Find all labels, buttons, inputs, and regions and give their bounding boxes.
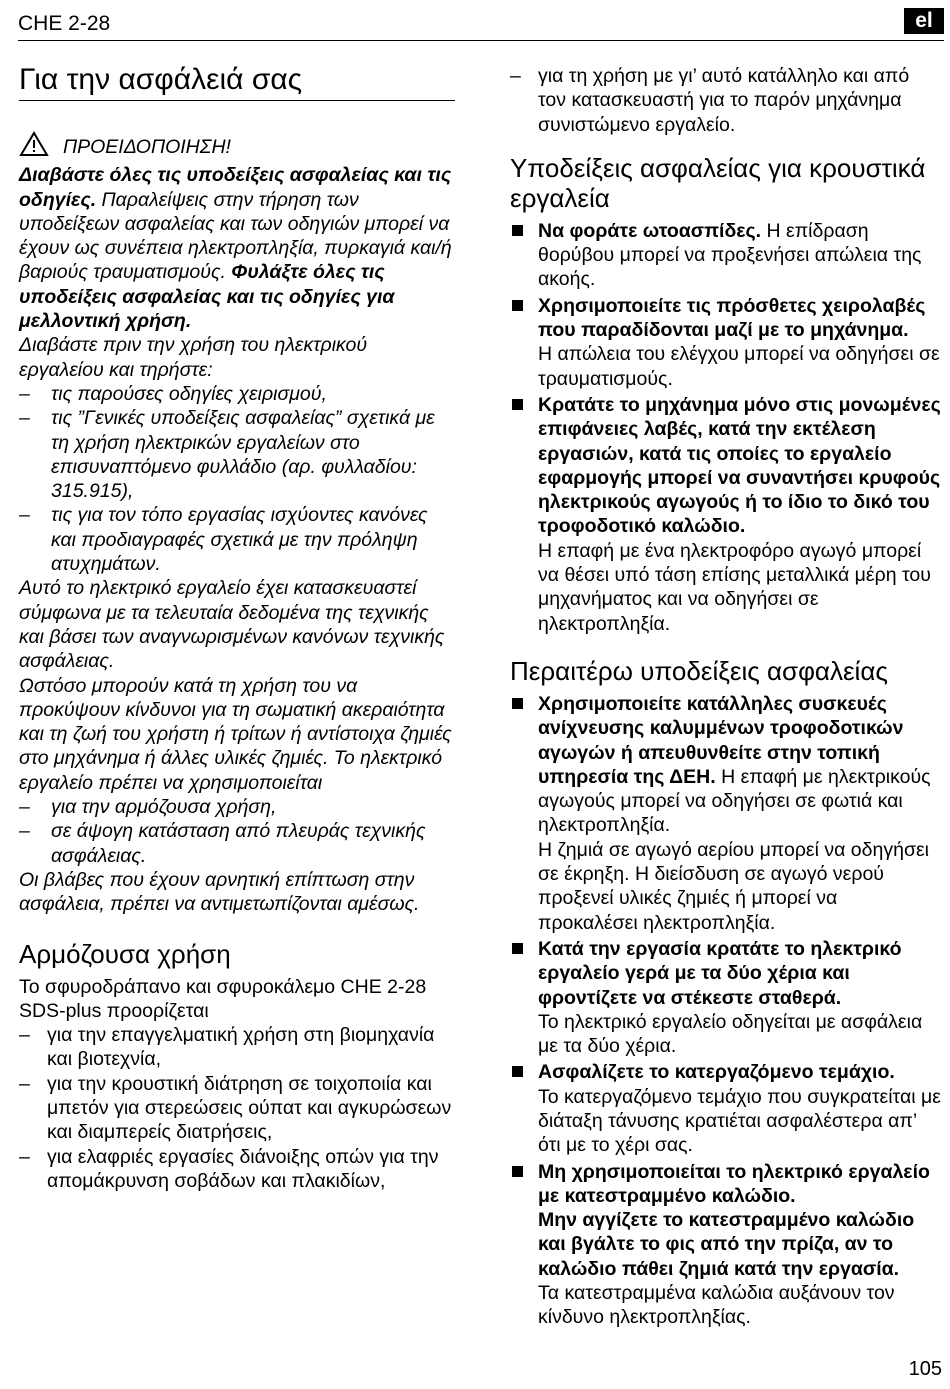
bullet-bold: Χρησιμοποιείτε κατάλληλες συσκευές ανίχνευσης καλυμμένων τροφοδοτικών αγωγών ή απευθυνθείτε στην τοπική υπηρεσία της ΔΕΗ. <box>538 692 904 788</box>
warning-paragraph-5: Οι βλάβες που έχουν αρνητική επίπτωση στην ασφάλεια, πρέπει να αντιμετωπίζονται αμέσως. <box>19 868 420 916</box>
page-number: 105 <box>908 1358 942 1380</box>
section-title-safety: Για την ασφάλειά σας <box>19 62 455 101</box>
warning-bold-1: Διαβάστε όλες τις υποδείξεις ασφαλείας και τις οδηγίες. <box>19 164 452 211</box>
list-item: – για την αρμόζουσα χρήση, <box>19 795 455 819</box>
model-name: CHE 2-28 <box>18 12 111 35</box>
section-title-intended-use: Αρμόζουσα χρήση <box>19 938 231 969</box>
list-item: – τις παρούσες οδηγίες χειρισμού, <box>19 382 455 406</box>
warning-paragraph-2: Διαβάστε πριν την χρήση του ηλεκτρικού εργαλείου και τηρήστε: <box>19 334 368 381</box>
bullet-bold-secondary: Μην αγγίζετε το κατεστραμμένο καλώδιο και βγάλτε το φις από την πρίζα, αν το καλώδιο πάθει ζημιά κατά την εργασία. <box>538 1209 915 1280</box>
bullet-bold: Ασφαλίζετε το κατεργαζόμενο τεμάχιο. <box>538 1061 895 1084</box>
warning-paragraph-4: Ωστόσο μπορούν κατά τη χρήση του να προκύψουν κίνδυνοι για τη σωματική ακεραιότητα και τη ζωή του χρήστη ή τρίτων ή αντίστοιχα ζημιές στο μηχάνημα ή άλλες υλικές ζημιές. Το ηλεκτρικό εργαλείο πρέπει να χρησιμοποιείται <box>19 674 452 794</box>
bullet-extra: Το ηλεκτρικό εργαλείο οδηγείται με ασφάλεια με τα δύο χέρια. <box>538 1010 923 1058</box>
bullet-bold: Χρησιμοποιείτε τις πρόσθετες χειρολαβές που παραδίδονται μαζί με το μηχάνημα. <box>538 294 926 342</box>
bullet-bold: Κατά την εργασία κρατάτε το ηλεκτρικό εργαλείο γερά με τα δύο χέρια και φροντίζετε να στέκεστε σταθερά. <box>538 937 902 1009</box>
bullet-item <box>510 1060 942 1157</box>
list-item: – για τη χρήση με γι’ αυτό κατάλληλο και από τον κατασκευαστή για το παρόν μηχάνημα συνιστώμενο εργαλείο. <box>510 64 942 137</box>
bullet-extra: Η απώλεια του ελέγχου μπορεί να οδηγήσει σε τραυματισμούς. <box>538 343 940 390</box>
list-item: – τις ”Γενικές υποδείξεις ασφαλείας” σχετικά με τη χρήση ηλεκτρικών εργαλείων στο επισυναπτόμενο φυλλάδιο (αρ. φυλλαδίου: 315.915), <box>19 406 455 503</box>
bullet-item <box>510 219 942 292</box>
list-item: – σε άψογη κατάσταση από πλευράς τεχνικής ασφάλειας. <box>19 819 455 868</box>
section-title-further-safety: Περαιτέρω υποδείξεις ασφαλείας <box>510 655 888 686</box>
warning-triangle-icon <box>19 131 49 163</box>
warning-paragraph-3: Αυτό το ηλεκτρικό εργαλείο έχει κατασκευαστεί σύμφωνα με τα τελευταία δεδομένα της τεχνικής και βάσει των αναγνωρισμένων κανόνων τεχνικής ασφάλειας. <box>19 577 445 673</box>
bullet-text: Η επαφή με ηλεκτρικούς αγωγούς μπορεί να οδηγήσει σε φωτιά και ηλεκτροπληξία. <box>538 765 931 837</box>
bullet-item <box>510 1160 942 1330</box>
bullet-extra: Το κατεργαζόμενο τεμάχιο που συγκρατείται με διάταξη τάνυσης κρατιέται ασφαλέστερα απ’ ότι με το χέρι σας. <box>538 1085 941 1157</box>
bullet-extra: Τα κατεστραμμένα καλώδια αυξάνουν τον κίνδυνο ηλεκτροπληξίας. <box>538 1282 895 1329</box>
warning-label: ΠΡΟΕΙΔΟΠΟΙΗΣΗ! <box>63 136 231 158</box>
warning-paragraph-1 <box>19 163 455 333</box>
section-title-impact-tools: Υποδείξεις ασφαλείας για κρουστικά εργαλεία <box>510 152 926 213</box>
bullet-item <box>510 294 942 391</box>
list-item: – για την κρουστική διάτρηση σε τοιχοποιία και μπετόν για στερεώσεις ούπατ και αγκυρώσεων και διαμπερείς διατρήσεις, <box>19 1072 455 1145</box>
bullet-item <box>510 393 942 636</box>
bullet-bold: Κρατάτε το μηχάνημα μόνο στις μονωμένες επιφάνειες λαβές, κατά την εκτέλεση εργασιών, κατά τις οποίες το εργαλείο εφαρμογής μπορεί να συναντήσει κρυφούς ηλεκτρικούς αγωγούς ή το ίδιο το δικό του τροφοδοτικό καλώδιο. <box>538 393 941 538</box>
bullet-extra: Η ζημιά σε αγωγό αερίου μπορεί να οδηγήσει σε έκρηξη. Η διείσδυση σε αγωγό νερού προξενεί υλικές ζημιές ή μπορεί να προκαλέσει ηλεκτροπληξία. <box>538 838 930 934</box>
bullet-extra: Η επαφή με ένα ηλεκτροφόρο αγωγό μπορεί να θέσει υπό τάση επίσης μεταλλικά μέρη του μηχανήματος και να οδηγήσει σε ηλεκτροπληξία. <box>538 539 931 635</box>
language-badge: el <box>904 8 944 34</box>
list-item: – για την επαγγελματική χρήση στη βιομηχανία και βιοτεχνία, <box>19 1023 455 1072</box>
bullet-bold: Να φοράτε ωτοασπίδες. <box>538 219 762 242</box>
right-column <box>510 64 942 1332</box>
list-item: – τις για τον τόπο εργασίας ισχύοντες κανόνες και προδιαγραφές σχετικά με την πρόληψη ατυχημάτων. <box>19 503 455 576</box>
bullet-item <box>510 692 942 935</box>
warning-bold-2: Φυλάξτε όλες τις υποδείξεις ασφαλείας και τις οδηγίες για μελλοντική χρήση. <box>19 261 395 333</box>
warning-heading <box>19 131 455 163</box>
warning-text-1: Παραλείψεις στην τήρηση των υποδείξεων ασφαλείας και των οδηγιών μπορεί να έχουν ως συνέπεια ηλεκτροπληξία, πυρκαγιά και/ή βαριούς τραυματισμούς. <box>19 188 452 284</box>
bullet-bold: Μη χρησιμοποιείται το ηλεκτρικό εργαλείο με κατεστραμμένο καλώδιο. <box>538 1160 930 1207</box>
bullet-item <box>510 937 942 1058</box>
page-header <box>18 8 944 41</box>
left-column <box>19 62 455 1193</box>
bullet-text: Η επίδραση θορύβου μπορεί να προξενήσει απώλεια της ακοής. <box>538 219 922 291</box>
intended-use-paragraph: Το σφυροδράπανο και σφυροκάλεμο CHE 2-28 SDS-plus προορίζεται <box>19 975 427 1022</box>
list-item: – για ελαφριές εργασίες διάνοιξης οπών για την απομάκρυνση σοβάδων και πλακιδίων, <box>19 1145 455 1194</box>
